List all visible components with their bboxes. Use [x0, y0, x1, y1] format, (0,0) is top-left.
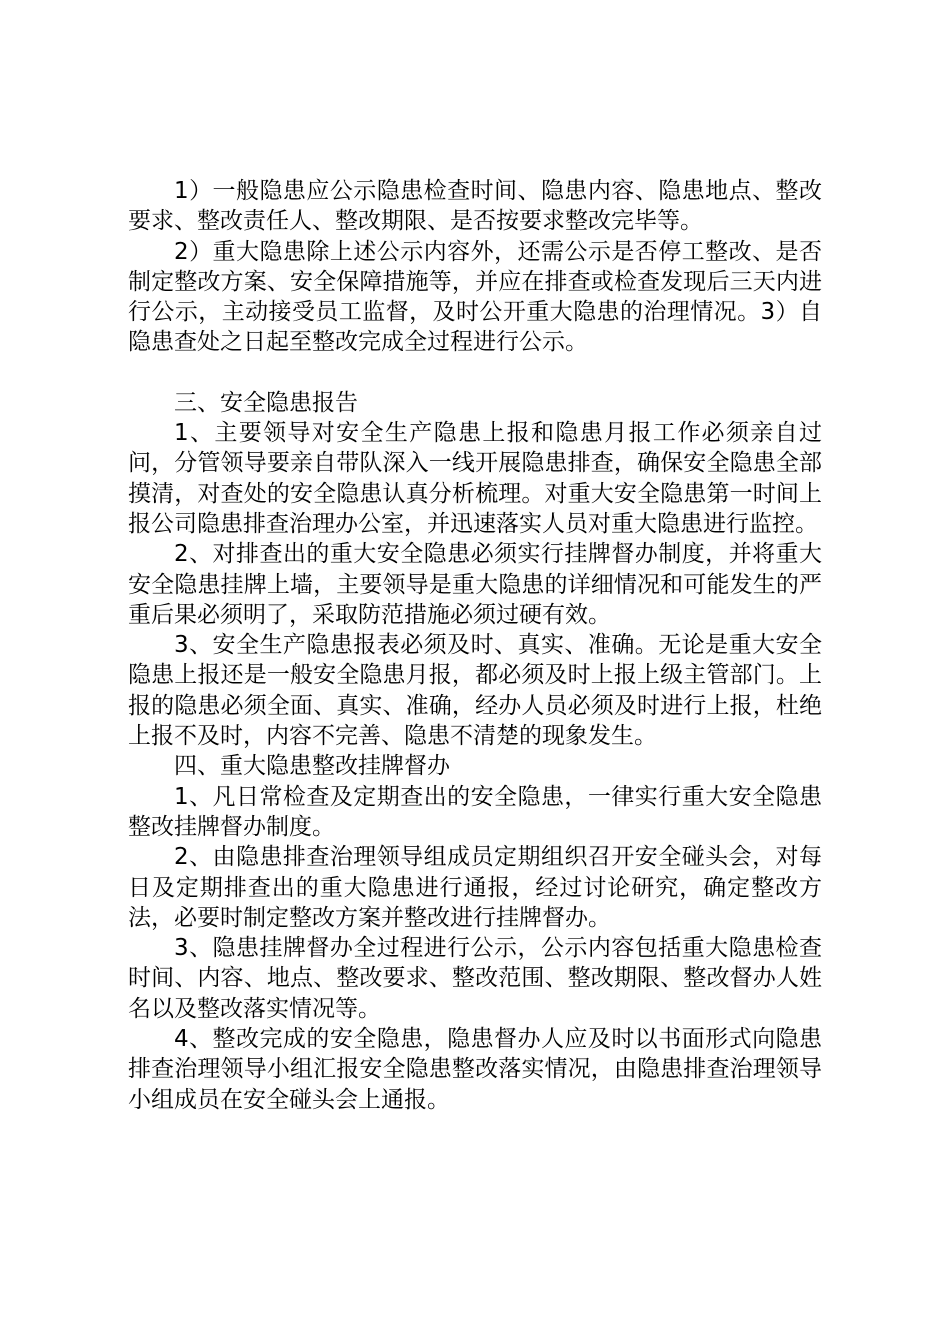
- paragraph-supervision-item-2: 2、由隐患排查治理领导组成员定期组织召开安全碰头会，对每日及定期排查出的重大隐患进行通报，经过讨论研究，确定整改方法，必要时制定整改方案并整改进行挂牌督办。: [128, 844, 822, 931]
- paragraph-major-hazard-disclosure: 2）重大隐患除上述公示内容外，还需公示是否停工整改、是否制定整改方案、安全保障措施等，并应在排查或检查发现后三天内进行公示，主动接受员工监督，及时公开重大隐患的治理情况。3）自隐患查处之日起至整改完成全过程进行公示。: [128, 238, 822, 356]
- paragraph-spacer: [128, 358, 822, 388]
- section-heading-supervision: 四、重大隐患整改挂牌督办: [174, 753, 450, 780]
- paragraph-report-item-3: 3、安全生产隐患报表必须及时、真实、准确。无论是重大安全隐患上报还是一般安全隐患月报，都必须及时上报上级主管部门。上报的隐患必须全面、真实、准确，经办人员必须及时进行上报，杜绝上报不及时，内容不完善、隐患不清楚的现象发生。: [128, 632, 822, 750]
- paragraph-report-item-2: 2、对排查出的重大安全隐患必须实行挂牌督办制度，并将重大安全隐患挂牌上墙，主要领导是重大隐患的详细情况和可能发生的严重后果必须明了，采取防范措施必须过硬有效。: [128, 541, 822, 628]
- paragraph-report-item-1: 1、主要领导对安全生产隐患上报和隐患月报工作必须亲自过问，分管领导要亲自带队深入一线开展隐患排查，确保安全隐患全部摸清，对查处的安全隐患认真分析梳理。对重大安全隐患第一时间上报公司隐患排查治理办公室，并迅速落实人员对重大隐患进行监控。: [128, 420, 822, 537]
- section-heading-hazard-report: 三、安全隐患报告: [174, 389, 358, 416]
- paragraph-supervision-item-1: 1、凡日常检查及定期查出的安全隐患，一律实行重大安全隐患整改挂牌督办制度。: [128, 783, 822, 840]
- paragraph-supervision-item-4: 4、整改完成的安全隐患，隐患督办人应及时以书面形式向隐患排查治理领导小组汇报安全隐患整改落实情况，由隐患排查治理领导小组成员在安全碰头会上通报。: [128, 1026, 822, 1113]
- paragraph-general-hazard-disclosure: 1）一般隐患应公示隐患检查时间、隐患内容、隐患地点、整改要求、整改责任人、整改期限、是否按要求整改完毕等。: [128, 178, 822, 235]
- paragraph-supervision-item-3: 3、隐患挂牌督办全过程进行公示，公示内容包括重大隐患检查时间、内容、地点、整改要求、整改范围、整改期限、整改督办人姓名以及整改落实情况等。: [128, 935, 822, 1022]
- document-page: [128, 176, 822, 1115]
